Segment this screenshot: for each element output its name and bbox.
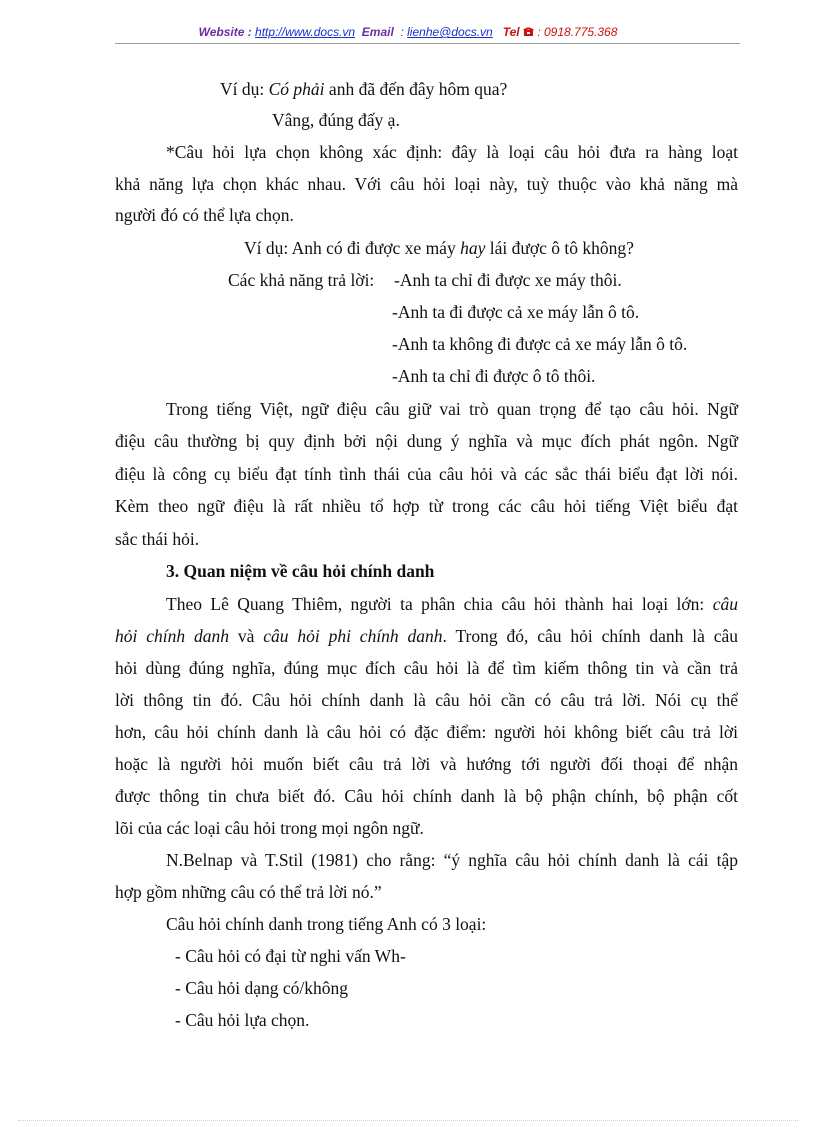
example-2: Ví dụ: Anh có đi được xe máy hay lái được ô tô không? xyxy=(244,238,634,258)
website-link[interactable]: http://www.docs.vn xyxy=(255,25,356,39)
answer-item: -Anh ta chỉ đi được ô tô thôi. xyxy=(392,366,596,386)
section-heading: 3. Quan niệm về câu hỏi chính danh xyxy=(166,561,435,581)
paragraph-line: hoặc là người hỏi muốn biết câu trả lời và hướng tới người đối thoại để nhận xyxy=(115,754,738,774)
tel-label: Tel xyxy=(502,25,520,39)
paragraph-line: lời thông tin đó. Câu hỏi chính danh là câu hỏi cần có câu trả lời. Nói cụ thể xyxy=(115,690,738,710)
paragraph-line: người đó có thể lựa chọn. xyxy=(115,205,294,225)
answer-item: -Anh ta đi được cả xe máy lẫn ô tô. xyxy=(392,302,640,322)
phone-icon xyxy=(523,26,534,40)
paragraph-line: hỏi chính danh và câu hỏi phi chính danh. Trong đó, câu hỏi chính danh là câu xyxy=(115,626,738,646)
phone-number: : 0918.775.368 xyxy=(537,25,618,39)
answer-item: -Anh ta không đi được cả xe máy lẫn ô tô. xyxy=(392,334,688,354)
paragraph-line: hỏi dùng đúng nghĩa, đúng mục đích câu hỏi là để tìm kiếm thông tin và cần trả xyxy=(115,658,738,678)
header-divider xyxy=(115,43,740,44)
answer-item: -Anh ta chỉ đi được xe máy thôi. xyxy=(394,270,622,290)
paragraph-line: điệu là công cụ biểu đạt tính tình thái của câu hỏi và các sắc thái biểu đạt lời nói. xyxy=(115,464,738,484)
email-label: Email xyxy=(361,25,394,39)
answers-label: Các khả năng trả lời: xyxy=(228,270,375,290)
paragraph-line: Theo Lê Quang Thiêm, người ta phân chia câu hỏi thành hai loại lớn: câu xyxy=(166,594,738,614)
website-label: Website : xyxy=(198,25,252,39)
paragraph-line: Trong tiếng Việt, ngữ điệu câu giữ vai trò quan trọng để tạo câu hỏi. Ngữ xyxy=(166,399,738,419)
paragraph-line: sắc thái hỏi. xyxy=(115,529,200,549)
paragraph-line: khả năng lựa chọn khác nhau. Với câu hỏi loại này, tuỳ thuộc vào khả năng mà xyxy=(115,174,738,194)
paragraph-line: hợp gồm những câu có thể trả lời nó.” xyxy=(115,882,382,902)
paragraph-line: lõi của các loại câu hỏi trong mọi ngôn ngữ. xyxy=(115,818,424,838)
paragraph-line: N.Belnap và T.Stil (1981) cho rằng: “ý nghĩa câu hỏi chính danh là cái tập xyxy=(166,850,738,870)
paragraph-line: Kèm theo ngữ điệu là rất nhiều tổ hợp từ trong các câu hỏi tiếng Việt biểu đạt xyxy=(115,496,738,516)
paragraph-line: điệu câu thường bị quy định bởi nội dung ý nghĩa và mục đích phát ngôn. Ngữ xyxy=(115,431,738,451)
list-item: - Câu hỏi dạng có/không xyxy=(175,978,349,998)
paragraph-line: *Câu hỏi lựa chọn không xác định: đây là loại câu hỏi đưa ra hàng loạt xyxy=(166,142,738,162)
page-header xyxy=(0,25,816,40)
paragraph-line: Câu hỏi chính danh trong tiếng Anh có 3 loại: xyxy=(166,914,487,934)
paragraph-line: được thông tin chưa biết đó. Câu hỏi chính danh là bộ phận chính, bộ phận cốt xyxy=(115,786,738,806)
example-1-answer: Vâng, đúng đấy ạ. xyxy=(272,110,400,130)
list-item: - Câu hỏi lựa chọn. xyxy=(175,1010,310,1030)
email-separator: : xyxy=(400,25,404,39)
email-link[interactable]: lienhe@docs.vn xyxy=(407,25,493,39)
paragraph-line: hơn, câu hỏi chính danh là câu hỏi có đặc điểm: người hỏi không biết câu trả lời xyxy=(115,722,738,742)
example-1: Ví dụ: Có phải anh đã đến đây hôm qua? xyxy=(220,79,508,99)
page-bottom-border xyxy=(18,1120,798,1121)
list-item: - Câu hỏi có đại từ nghi vấn Wh- xyxy=(175,946,406,966)
